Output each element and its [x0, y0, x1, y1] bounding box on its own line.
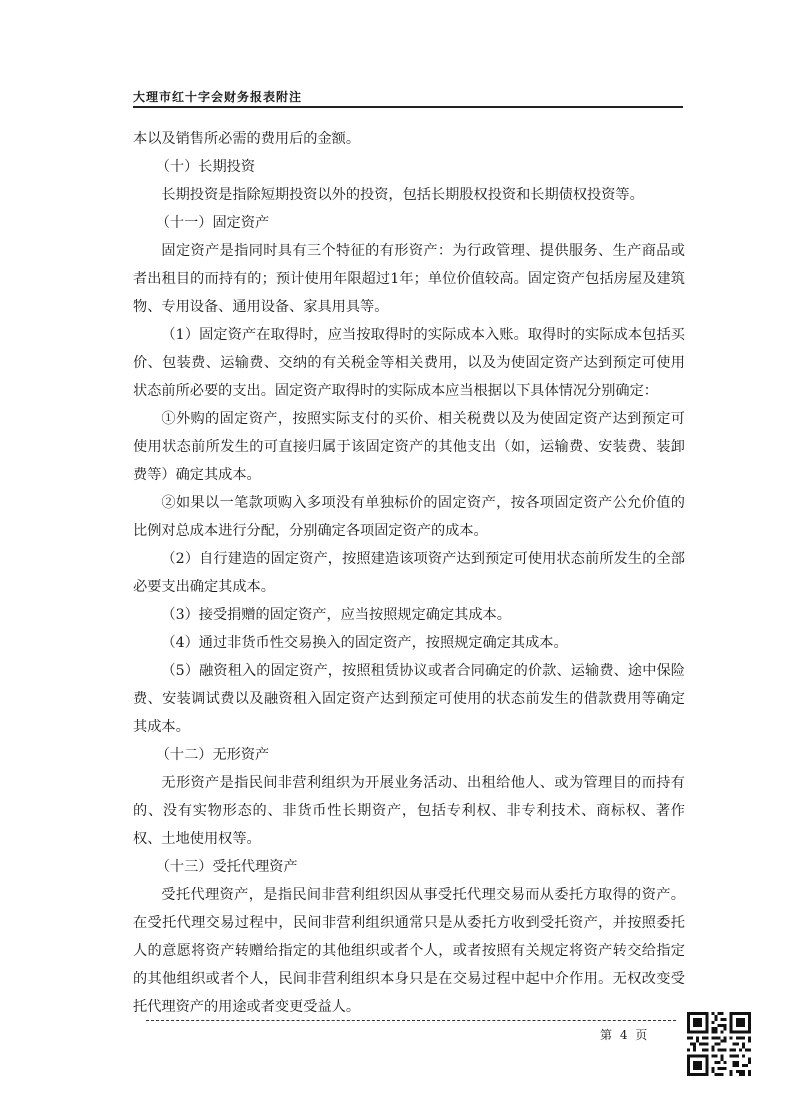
paragraph-fixed-assets-item-4: （4）通过非货币性交易换入的固定资产，按照规定确定其成本。 — [161, 635, 568, 651]
paragraph-intangible-assets: 无形资产是指民间非营利组织为开展业务活动、出租给他人、或为管理目的而持有的、没有实物形态的、非货币性长期资产，包括专利权、非专利技术、商标权、著作权、土地使用权等。 — [133, 775, 685, 847]
paragraph-fixed-assets-item-5: （5）融资租入的固定资产，按照租赁协议或者合同确定的价款、运输费、途中保险费、安装调试费以及融资租入固定资产达到预定可使用的状态前发生的借款费用等确定其成本。 — [133, 663, 685, 735]
section-heading-intangible-assets: （十二）无形资产 — [155, 747, 270, 763]
paragraph-fixed-assets-subitem-1: ①外购的固定资产，按照实际支付的买价、相关税费以及为使固定资产达到预定可使用状态前所发生的可直接归属于该固定资产的其他支出（如，运输费、安装费、装卸费等）确定其成本。 — [133, 411, 685, 483]
qr-code-icon — [687, 1012, 751, 1076]
section-heading-long-term-investment: （十）长期投资 — [155, 159, 256, 175]
page-number: 第 4 页 — [600, 1028, 650, 1042]
paragraph-fixed-assets-definition: 固定资产是指同时具有三个特征的有形资产：为行政管理、提供服务、生产商品或者出租目的而持有的；预计使用年限超过1年；单位价值较高。固定资产包括房屋及建筑物、专用设备、通用设备、家具用具等。 — [133, 243, 685, 315]
footer-divider — [146, 1020, 676, 1021]
section-heading-fixed-assets: （十一）固定资产 — [155, 215, 270, 231]
paragraph-long-term-investment: 长期投资是指除短期投资以外的投资，包括长期股权投资和长期债权投资等。 — [161, 187, 644, 203]
paragraph-fixed-assets-item-1: （1）固定资产在取得时，应当按取得时的实际成本入账。取得时的实际成本包括买价、包装费、运输费、交纳的有关税金等相关费用，以及为使固定资产达到预定可使用状态前所必要的支出。固定资产取得时的实际成本应当根据以下具体情况分别确定： — [133, 327, 685, 399]
header-divider — [133, 106, 683, 108]
paragraph-continuation: 本以及销售所必需的费用后的金额。 — [133, 131, 361, 147]
paragraph-entrusted-assets: 受托代理资产，是指民间非营利组织因从事受托代理交易而从委托方取得的资产。在受托代理交易过程中，民间非营利组织通常只是从委托方收到受托资产，并按照委托人的意愿将资产转赠给指定的其他组织或者个人，或者按照有关规定将资产转交给指定的其他组织或者个人，民间非营利组织本身只是在交易过程中起中介作用。无权改变受托代理资产的用途或者变更受益人。 — [133, 887, 685, 1015]
paragraph-fixed-assets-subitem-2: ②如果以一笔款项购入多项没有单独标价的固定资产，按各项固定资产公允价值的比例对总成本进行分配，分别确定各项固定资产的成本。 — [133, 495, 685, 539]
document-header-title: 大理市红十字会财务报表附注 — [133, 90, 303, 104]
paragraph-fixed-assets-item-2: （2）自行建造的固定资产，按照建造该项资产达到预定可使用状态前所发生的全部必要支出确定其成本。 — [133, 551, 685, 595]
document-body — [133, 125, 685, 1021]
section-heading-entrusted-assets: （十三）受托代理资产 — [155, 859, 298, 875]
paragraph-fixed-assets-item-3: （3）接受捐赠的固定资产，应当按照规定确定其成本。 — [161, 607, 511, 623]
